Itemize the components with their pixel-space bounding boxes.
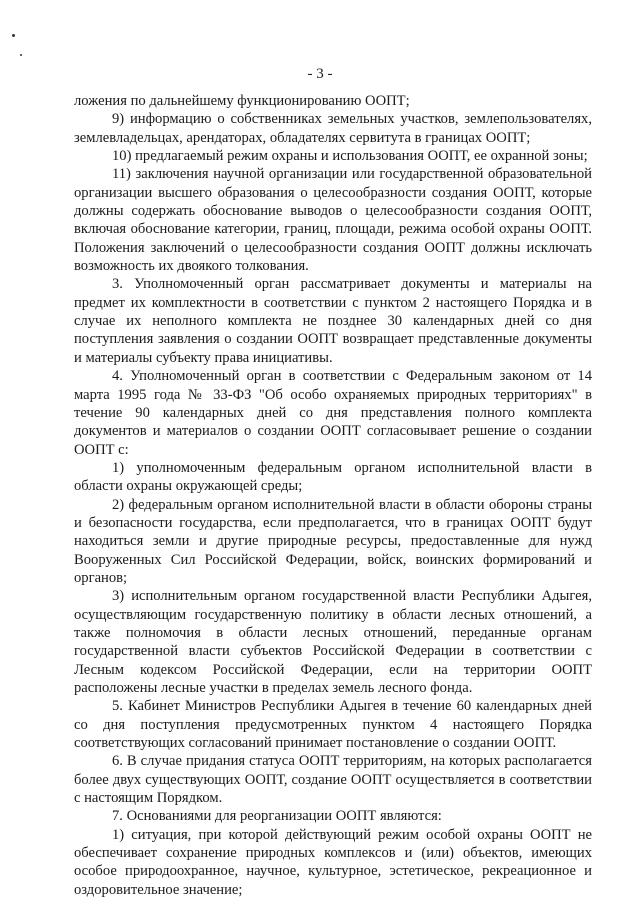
paragraph: 2) федеральным органом исполнительной власти в области обороны страны и безопасности государства, если предполагается, что в границах ООПТ будут находиться земли и другие природные ресурсы, предоставленные для нужд Вооруженных Сил Российской Федерации, войск, воинских формирований и органов; xyxy=(74,496,592,586)
paragraph: 1) уполномоченным федеральным органом исполнительной власти в области охраны окружающей среды; xyxy=(74,459,592,495)
paragraph: 3. Уполномоченный орган рассматривает документы и материалы на предмет их комплектности в соответствии с пунктом 2 настоящего Порядка и в случае их неполного комплекта не позднее 30 календарных дней со дня поступления заявления о создании ООПТ возвращает представленные документы и материалы субъекту права инициативы. xyxy=(74,276,592,366)
paragraph: 1) ситуация, при которой действующий режим особой охраны ООПТ не обеспечивает сохранение природных комплексов и (или) объектов, имеющих особое природоохранное, научное, культурное, эстетическое, рекреационное и оздоровительное значение; xyxy=(74,826,592,898)
document-body xyxy=(74,92,592,899)
paragraph: ложения по дальнейшему функционированию ООПТ; xyxy=(74,93,410,109)
paragraph: 6. В случае придания статуса ООПТ территориям, на которых располагается более двух существующих ООПТ, создание ООПТ осуществляется в соответствии с настоящим Порядком. xyxy=(74,753,592,807)
paragraph: 3) исполнительным органом государственной власти Республики Адыгея, осуществляющим государственную политику в области лесных отношений, а также полномочия в области лесных отношений, переданные органам государственной власти субъектов Российской Федерации в соответствии с Лесным кодексом Российской Федерации, если на территории ООПТ расположены лесные участки в пределах земель лесного фонда. xyxy=(74,588,592,696)
page-number: - 3 - xyxy=(307,66,333,82)
paragraph: 11) заключения научной организации или государственной образовательной организации высшего образования о целесообразности создания ООПТ, которые должны содержать обоснование выводов о целесообразности создания ООПТ, включая обоснование категории, границ, площади, режима особой охраны ООПТ. Положения заключений о целесообразности создания ООПТ должны исключать возможность их двоякого толкования. xyxy=(74,166,592,275)
paragraph: 4. Уполномоченный орган в соответствии с Федеральным законом от 14 марта 1995 года № 33-ФЗ "Об особо охраняемых природных территориях" в течение 90 календарных дней со дня представления полного комплекта документов и материалов о создании ООПТ согласовывает решение о создании ООПТ с: xyxy=(74,368,592,458)
paragraph: 10) предлагаемый режим охраны и использования ООПТ, ее охранной зоны; xyxy=(112,148,588,165)
scan-speck xyxy=(12,34,15,37)
paragraph: 7. Основаниями для реорганизации ООПТ являются: xyxy=(112,808,442,825)
paragraph: 9) информацию о собственниках земельных участков, землепользователях, землевладельцах, арендаторах, обладателях сервитута в границах ООПТ; xyxy=(74,111,592,146)
paragraph: 5. Кабинет Министров Республики Адыгея в течение 60 календарных дней со дня поступления предусмотренных пунктом 4 настоящего Порядка соответствующих согласований принимает постановление о создании ООПТ. xyxy=(74,698,592,752)
scan-speck xyxy=(20,54,22,56)
